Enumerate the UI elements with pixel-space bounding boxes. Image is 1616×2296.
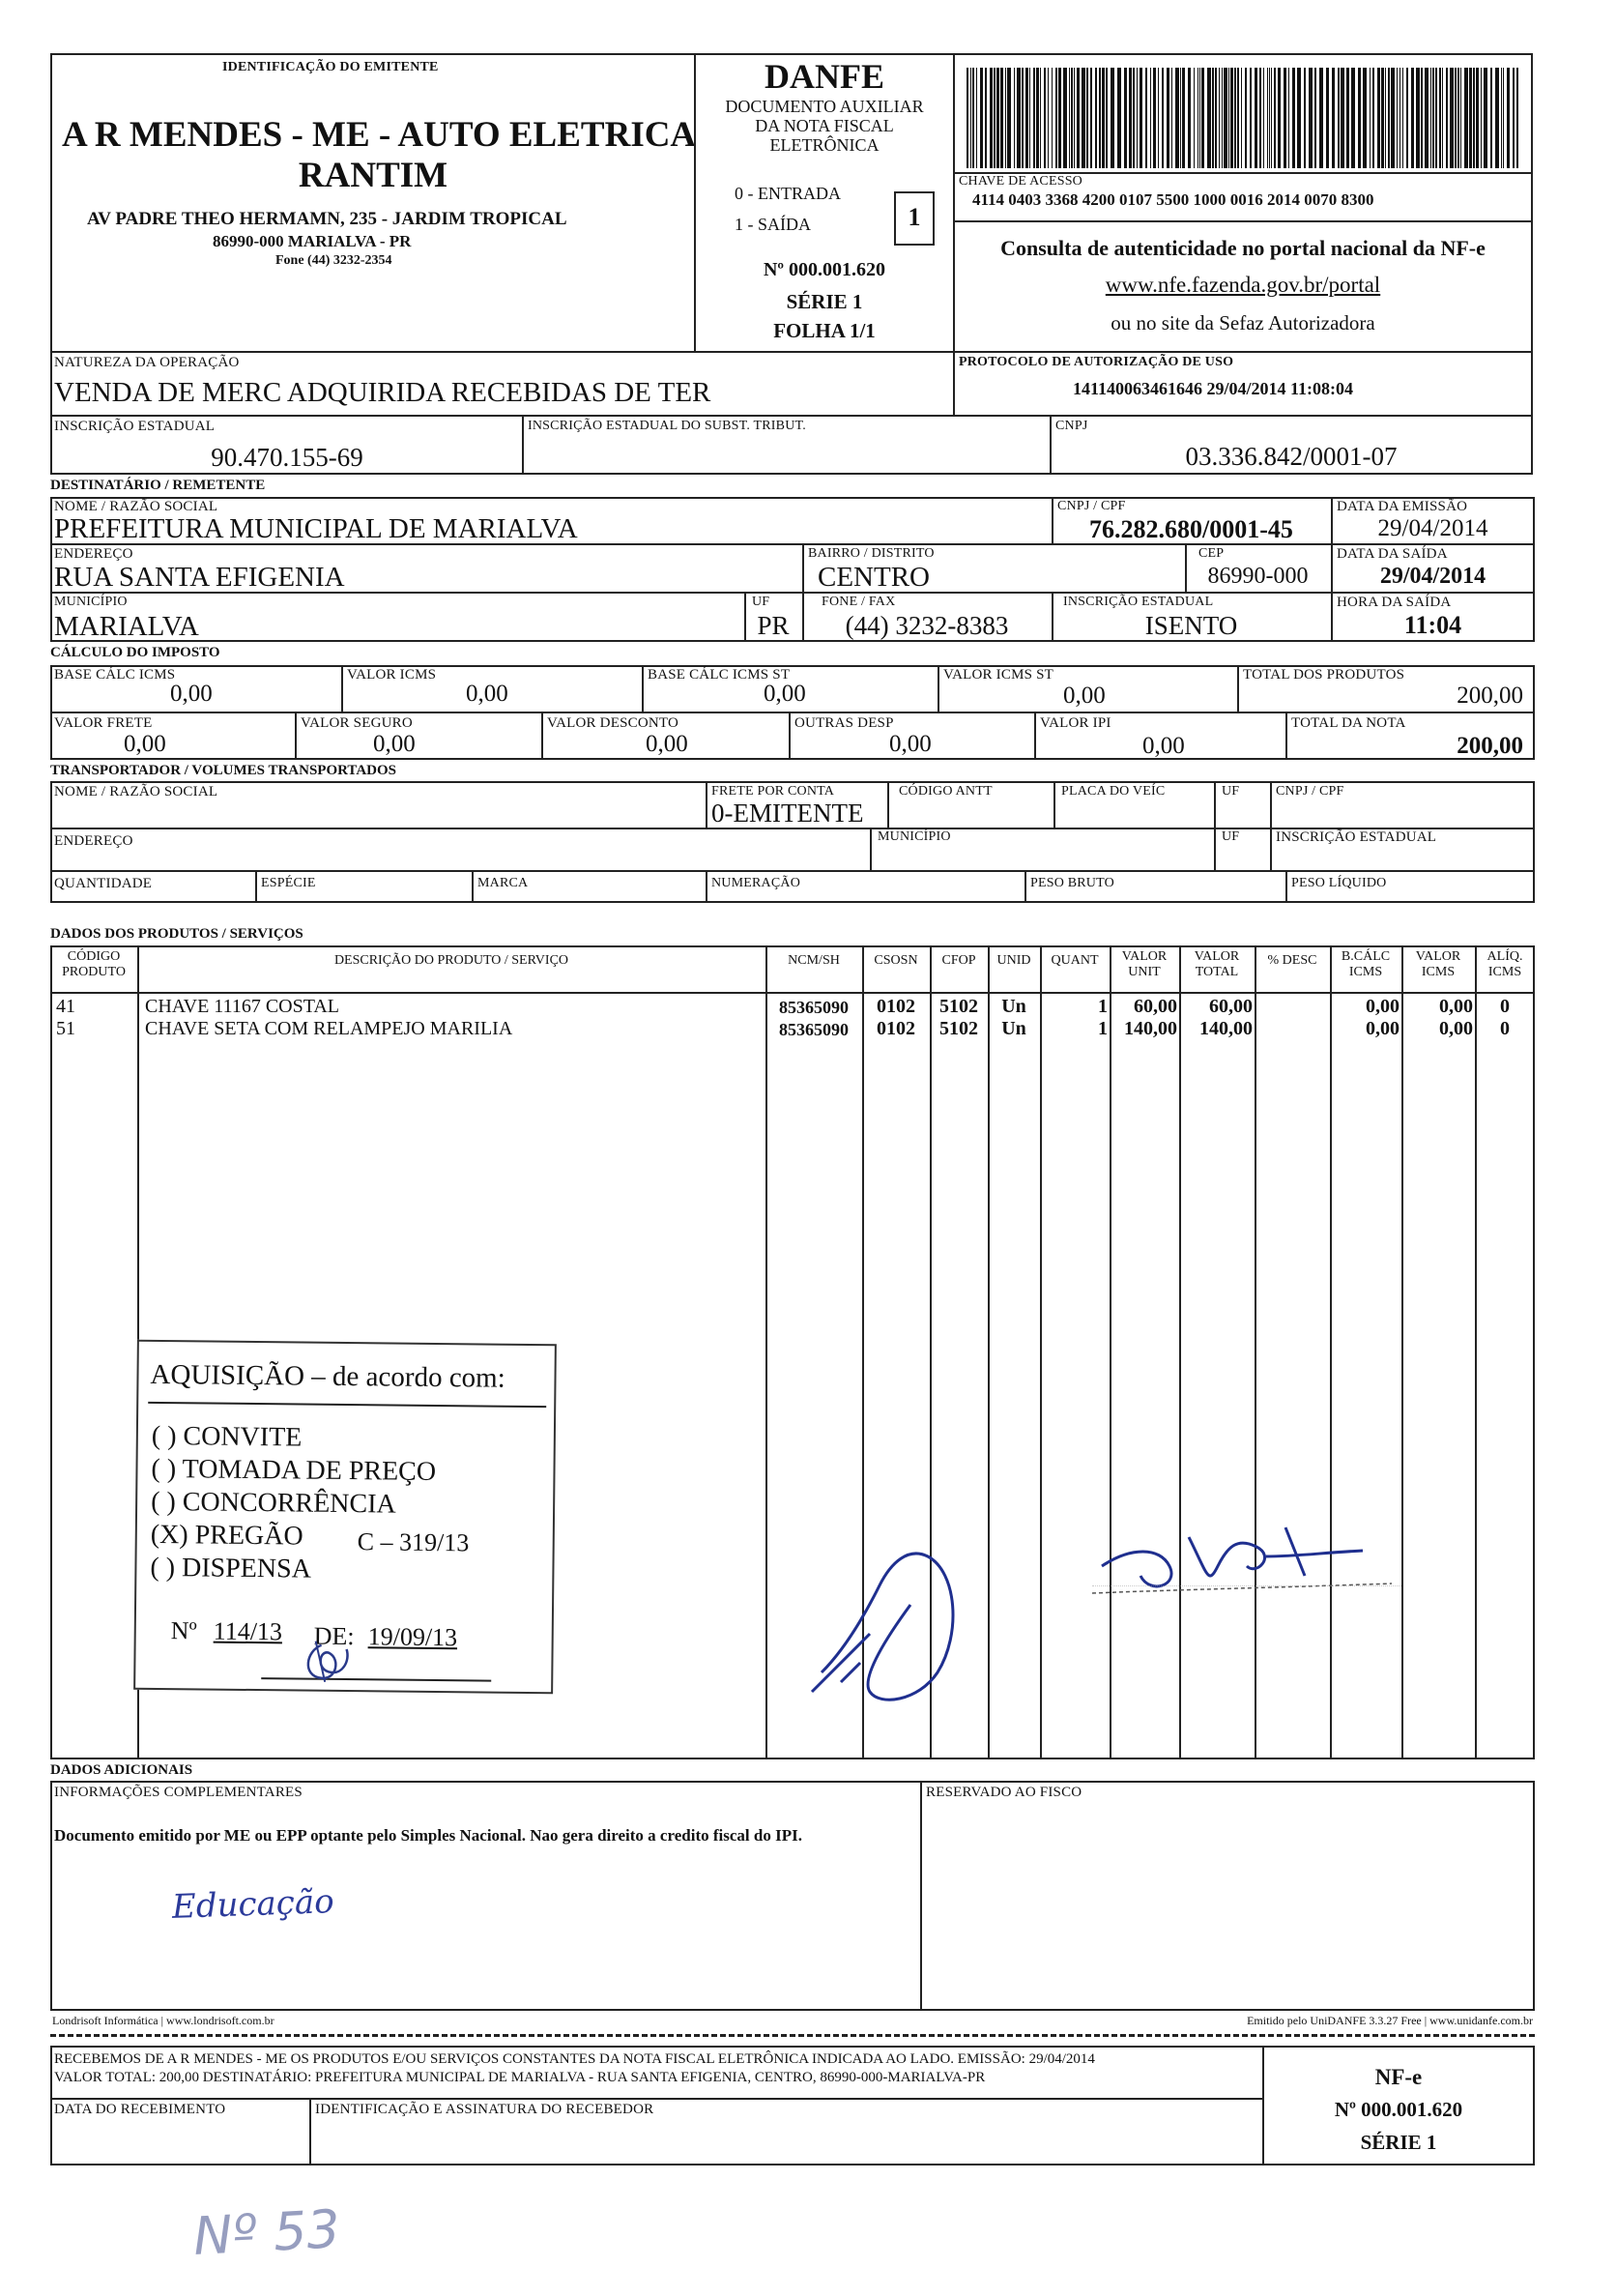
imp-v7	[789, 712, 791, 760]
canhoto-data-label: DATA DO RECEBIMENTO	[54, 2102, 226, 2117]
row1-cfop: 5102	[939, 996, 978, 1017]
tr-uf2-label: UF	[1222, 829, 1240, 844]
chave-label: CHAVE DE ACESSO	[959, 174, 1082, 189]
row1-csosn: 0102	[877, 996, 915, 1017]
imp-v2	[642, 665, 644, 712]
imp-v5	[295, 712, 297, 760]
danfe-serie: SÉRIE 1	[786, 290, 863, 313]
row2-vunit: 140,00	[1124, 1018, 1177, 1039]
canhoto-text2: VALOR TOTAL: 200,00 DESTINATÁRIO: PREFEITURA MUNICIPAL DE MARIALVA - RUA SANTA EFIGENIA, CENTRO, 86990-000-MARIALVA-PR	[54, 2070, 986, 2085]
imp-v6	[541, 712, 543, 760]
transp-line2	[50, 870, 1535, 872]
stamp-de-label: DE:	[313, 1621, 355, 1651]
canhoto-nfe: NF-e	[1374, 2065, 1423, 2089]
row1-bc: 0,00	[1366, 996, 1400, 1017]
row2-cod: 51	[56, 1018, 75, 1039]
tr-v2	[887, 781, 889, 828]
imp-seguro: 0,00	[373, 731, 416, 757]
dest-cnpj-label: CNPJ / CPF	[1057, 499, 1126, 513]
transp-section-label: TRANSPORTADOR / VOLUMES TRANSPORTADOS	[50, 763, 397, 778]
chave-divider-mid	[953, 220, 1533, 222]
tr-cnpj-label: CNPJ / CPF	[1276, 784, 1344, 799]
row2-vicms: 0,00	[1439, 1018, 1473, 1039]
tr-frete: 0-EMITENTE	[711, 799, 864, 828]
dest-mun: MARIALVA	[54, 611, 199, 642]
imp-frete: 0,00	[124, 731, 166, 757]
dest-nome-label: NOME / RAZÃO SOCIAL	[54, 499, 218, 514]
row2-aliq: 0	[1500, 1018, 1510, 1039]
ph-csosn: CSOSN	[874, 953, 918, 968]
ph-cod: CÓDIGO PRODUTO	[62, 949, 126, 979]
danfe-title: DANFE	[765, 57, 884, 96]
imp-seguro-label: VALOR SEGURO	[301, 715, 413, 731]
tr-v7	[255, 870, 257, 903]
footer-left: Londrisoft Informática | www.londrisoft.com.br	[52, 2014, 274, 2027]
imposto-mid-line	[50, 712, 1535, 713]
row1-ncm: 85365090	[779, 998, 849, 1017]
info-label: INFORMAÇÕES COMPLEMENTARES	[54, 1785, 303, 1800]
tr-v5	[1270, 781, 1272, 870]
imp-ipi-label: VALOR IPI	[1040, 715, 1111, 731]
row1-vtotal: 60,00	[1209, 996, 1253, 1017]
dest-emissao: 29/04/2014	[1377, 515, 1488, 541]
handwritten-annotation: Nº 53	[191, 2198, 342, 2267]
ph-vtotal: VALOR TOTAL	[1194, 949, 1240, 979]
dest-hora-label: HORA DA SAÍDA	[1337, 595, 1452, 610]
emitente-box	[50, 53, 696, 353]
tr-esp-label: ESPÉCIE	[261, 876, 316, 890]
emitente-name-line1: A R MENDES - ME - AUTO ELETRICA	[62, 115, 697, 155]
tr-antt-label: CÓDIGO ANTT	[899, 784, 993, 799]
protocolo-value: 141140063461646 29/04/2014 11:08:04	[1073, 379, 1354, 398]
danfe-folha: FOLHA 1/1	[773, 319, 876, 342]
stamp-tomada: ( ) TOMADA DE PREÇO	[151, 1453, 437, 1487]
danfe-sub3: ELETRÔNICA	[769, 135, 880, 155]
dest-section-label: DESTINATÁRIO / REMETENTE	[50, 478, 266, 493]
imp-desc: 0,00	[646, 731, 688, 757]
ph-desc: DESCRIÇÃO DO PRODUTO / SERVIÇO	[333, 953, 569, 968]
ph-unid: UNID	[996, 953, 1031, 968]
imp-v9	[1285, 712, 1287, 760]
ph-vicms: VALOR ICMS	[1415, 949, 1461, 979]
info-text: Documento emitido por ME ou EPP optante pelo Simples Nacional. Nao gera direito a credito fiscal do IPI.	[54, 1826, 802, 1845]
dest-fone-label: FONE / FAX	[822, 595, 896, 609]
tr-placa-label: PLACA DO VEÍC	[1061, 784, 1166, 799]
ph-aliq: ALÍQ. ICMS	[1486, 949, 1523, 979]
imp-v3	[938, 665, 939, 712]
canhoto-vline	[309, 2098, 311, 2165]
row2-ncm: 85365090	[779, 1020, 849, 1039]
dest-ie: ISENTO	[1144, 611, 1238, 640]
row1-vunit: 60,00	[1134, 996, 1177, 1017]
canhoto-numero: Nº 000.001.620	[1334, 2098, 1463, 2121]
stamp-pregao-num: C – 319/13	[357, 1527, 470, 1557]
fisco-box	[920, 1781, 1535, 2011]
stamp-convite: ( ) CONVITE	[151, 1420, 303, 1453]
imp-outras: 0,00	[889, 731, 932, 757]
dest-nome: PREFEITURA MUNICIPAL DE MARIALVA	[54, 513, 578, 544]
ph-bc: B.CÁLC ICMS	[1341, 949, 1391, 979]
imp-tnota: 200,00	[1457, 733, 1523, 759]
signature-blue	[802, 1518, 1015, 1711]
canhoto-text1: RECEBEMOS DE A R MENDES - ME OS PRODUTOS E/OU SERVIÇOS CONSTANTES DA NOTA FISCAL ELETRÔNICA INDICADA AO LADO. EMISSÃO: 29/04/2014	[54, 2051, 1095, 2067]
emitente-section-label: IDENTIFICAÇÃO DO EMITENTE	[222, 60, 439, 74]
dest-saida: 29/04/2014	[1379, 564, 1486, 589]
tr-v10	[1024, 870, 1026, 903]
stamp-title: AQUISIÇÃO – de acordo com:	[150, 1358, 505, 1394]
imp-bc: 0,00	[170, 681, 213, 707]
fisco-label: RESERVADO AO FISCO	[926, 1785, 1082, 1800]
imp-frete-label: VALOR FRETE	[54, 715, 153, 731]
imp-ipi: 0,00	[1142, 733, 1185, 759]
tr-v8	[472, 870, 474, 903]
tr-mun-label: MUNICÍPIO	[878, 829, 951, 844]
dest-vline-bairro	[802, 543, 804, 592]
dest-end-label: ENDEREÇO	[54, 546, 133, 562]
chave-consulta1: Consulta de autenticidade no portal nacional da NF-e	[1000, 236, 1486, 260]
protocolo-label: PROTOCOLO DE AUTORIZAÇÃO DE USO	[959, 355, 1234, 369]
tr-ie-label: INSCRIÇÃO ESTADUAL	[1276, 829, 1437, 845]
ph-quant: QUANT	[1051, 953, 1099, 968]
dest-ie-label: INSCRIÇÃO ESTADUAL	[1063, 595, 1214, 609]
chave-url[interactable]: www.nfe.fazenda.gov.br/portal	[1105, 273, 1381, 297]
dest-uf: PR	[757, 611, 790, 640]
imp-desc-label: VALOR DESCONTO	[547, 715, 679, 731]
p-v-bc	[1401, 945, 1403, 1759]
tr-pl-label: PESO LÍQUIDO	[1291, 876, 1387, 890]
imp-v4	[1237, 665, 1239, 712]
natureza-label: NATUREZA DA OPERAÇÃO	[54, 355, 240, 370]
imp-bcst-label: BASE CÁLC ICMS ST	[648, 667, 791, 683]
info-hand-educacao: Educação	[171, 1882, 335, 1927]
row2-quant: 1	[1098, 1018, 1108, 1039]
tr-marca-label: MARCA	[477, 876, 529, 890]
imp-v8	[1034, 712, 1036, 760]
imp-icms-label: VALOR ICMS	[347, 667, 437, 683]
emitente-name-line2: RANTIM	[298, 156, 448, 195]
chave-consulta2: ou no site da Sefaz Autorizadora	[1111, 311, 1375, 334]
tr-v9	[706, 870, 707, 903]
dest-hora: 11:04	[1403, 611, 1462, 639]
ph-vunit: VALOR UNIT	[1121, 949, 1168, 979]
danfe-sub1: DOCUMENTO AUXILIAR	[725, 97, 924, 116]
dest-cnpj: 76.282.680/0001-45	[1089, 515, 1293, 543]
dest-bairro: CENTRO	[818, 562, 930, 593]
tr-pb-label: PESO BRUTO	[1030, 876, 1114, 890]
ie-value: 90.470.155-69	[211, 443, 363, 472]
p-v-unid	[1040, 945, 1042, 1759]
dest-mun-label: MUNICÍPIO	[54, 595, 128, 609]
ph-pdesc: % DESC	[1267, 953, 1317, 968]
canhoto-cut-line	[50, 2034, 1535, 2037]
p-v-desc	[765, 945, 767, 1759]
canhoto-serie: SÉRIE 1	[1360, 2131, 1437, 2154]
danfe-tipo: 1	[908, 203, 921, 231]
adicionais-section-label: DADOS ADICIONAIS	[50, 1762, 193, 1778]
emitente-phone: Fone (44) 3232-2354	[275, 253, 392, 268]
dest-uf-label: UF	[752, 595, 770, 609]
stamp-de: 19/09/13	[367, 1622, 458, 1652]
danfe-entrada: 0 - ENTRADA	[735, 184, 841, 203]
row2-unid: Un	[1001, 1018, 1026, 1039]
imp-outras-label: OUTRAS DESP	[794, 715, 894, 731]
tr-nome-label: NOME / RAZÃO SOCIAL	[54, 784, 218, 799]
imp-bcst: 0,00	[764, 681, 806, 707]
produtos-header-line	[50, 992, 1535, 994]
dest-saida-label: DATA DA SAÍDA	[1337, 546, 1448, 562]
row1-aliq: 0	[1500, 996, 1510, 1017]
row2-desc: CHAVE SETA COM RELAMPEJO MARILIA	[145, 1018, 513, 1039]
emitente-city: 86990-000 MARIALVA - PR	[213, 232, 412, 250]
dest-end: RUA SANTA EFIGENIA	[54, 562, 345, 593]
imp-v1	[341, 665, 343, 712]
danfe-sub2: DA NOTA FISCAL	[755, 116, 894, 135]
tr-end-label: ENDEREÇO	[54, 833, 133, 849]
cnpj-emit-value: 03.336.842/0001-07	[1185, 442, 1398, 471]
natureza-value: VENDA DE MERC ADQUIRIDA RECEBIDAS DE TER	[54, 377, 711, 408]
danfe-saida: 1 - SAÍDA	[735, 215, 811, 234]
stamp-pregao: (X) PREGÃO	[150, 1519, 303, 1552]
imp-tprod-label: TOTAL DOS PRODUTOS	[1243, 667, 1405, 683]
tr-v11	[1285, 870, 1287, 903]
row1-vicms: 0,00	[1439, 996, 1473, 1017]
row2-bc: 0,00	[1366, 1018, 1400, 1039]
row1-desc: CHAVE 11167 COSTAL	[145, 996, 340, 1017]
stamp-concorrencia: ( ) CONCORRÊNCIA	[150, 1486, 396, 1520]
stamp-num: 114/13	[213, 1616, 283, 1646]
secretaria-stamp-faint	[1092, 1585, 1401, 1654]
tr-v4	[1214, 781, 1216, 870]
imp-icms: 0,00	[466, 681, 508, 707]
danfe-numero: Nº 000.001.620	[763, 259, 886, 280]
dest-fone: (44) 3232-8383	[845, 611, 1009, 640]
row2-cfop: 5102	[939, 1018, 978, 1039]
produtos-section-label: DADOS DOS PRODUTOS / SERVIÇOS	[50, 926, 303, 942]
ph-cfop: CFOP	[941, 953, 976, 968]
stamp-initials	[292, 1637, 360, 1684]
stamp-num-label: Nº	[170, 1616, 197, 1645]
tr-frete-label: FRETE POR CONTA	[711, 784, 835, 799]
row2-csosn: 0102	[877, 1018, 915, 1039]
tr-v6	[870, 828, 872, 870]
tr-uf-label: UF	[1222, 784, 1240, 799]
tr-v3	[1053, 781, 1055, 828]
row1-unid: Un	[1001, 996, 1026, 1017]
dest-cep-label: CEP	[1198, 546, 1225, 561]
imp-icmsst: 0,00	[1063, 683, 1106, 709]
imposto-section-label: CÁLCULO DO IMPOSTO	[50, 645, 220, 660]
dest-emissao-label: DATA DA EMISSÃO	[1337, 499, 1468, 514]
imp-icmsst-label: VALOR ICMS ST	[943, 667, 1054, 683]
ie-st-label: INSCRIÇÃO ESTADUAL DO SUBST. TRIBUT.	[528, 419, 806, 433]
emitente-address: AV PADRE THEO HERMAMN, 235 - JARDIM TROPICAL	[87, 209, 567, 229]
row2-vtotal: 140,00	[1199, 1018, 1253, 1039]
row1-cod: 41	[56, 996, 75, 1017]
imp-tnota-label: TOTAL DA NOTA	[1291, 715, 1406, 731]
row1-quant: 1	[1098, 996, 1108, 1017]
dest-bairro-label: BAIRRO / DISTRITO	[808, 546, 935, 561]
imp-tprod: 200,00	[1457, 683, 1523, 709]
tr-num-label: NUMERAÇÃO	[711, 876, 801, 890]
tr-qtd-label: QUANTIDADE	[54, 876, 153, 891]
stamp-dispensa: ( ) DISPENSA	[150, 1552, 312, 1584]
barcode	[967, 68, 1519, 168]
dest-cep: 86990-000	[1207, 564, 1309, 589]
cnpj-emit-label: CNPJ	[1055, 419, 1088, 433]
p-v-vicms	[1475, 945, 1477, 1759]
ie-label: INSCRIÇÃO ESTADUAL	[54, 419, 216, 434]
tr-v1	[706, 781, 707, 828]
aquisicao-stamp	[133, 1340, 557, 1695]
imp-bc-label: BASE CÁLC ICMS	[54, 667, 176, 683]
stamp-title-line	[148, 1402, 546, 1408]
canhoto-line	[50, 2098, 1264, 2100]
chave-value: 4114 0403 3368 4200 0107 5500 1000 0016 2014 0070 8300	[972, 190, 1374, 209]
footer-right: Emitido pelo UniDANFE 3.3.27 Free | www.unidanfe.com.br	[1247, 2014, 1533, 2027]
ph-ncm: NCM/SH	[788, 953, 840, 968]
canhoto-ident-label: IDENTIFICAÇÃO E ASSINATURA DO RECEBEDOR	[315, 2102, 654, 2117]
